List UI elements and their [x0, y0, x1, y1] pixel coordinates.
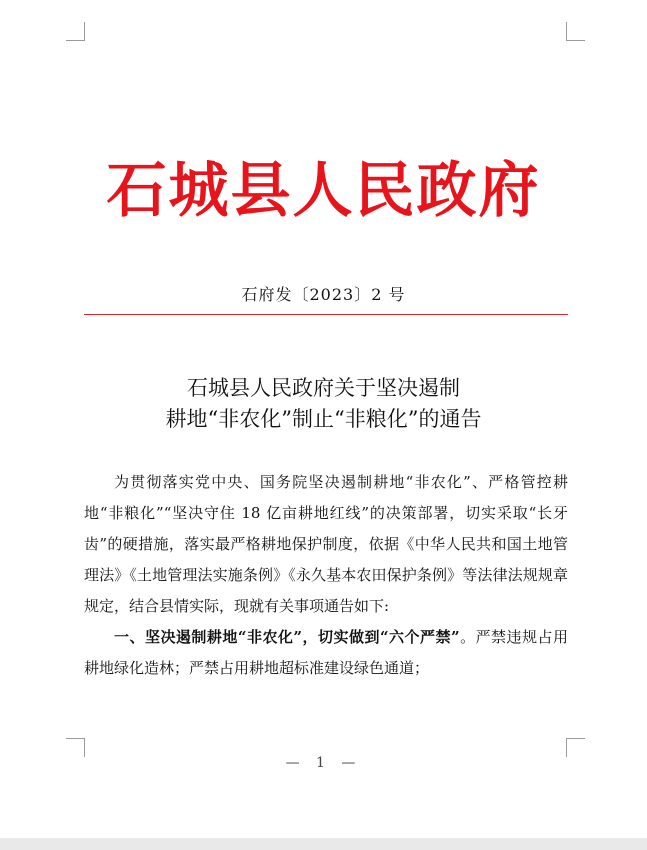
organization-header: 石城县人民政府 [106, 156, 541, 226]
crop-mark-top-left [66, 22, 85, 41]
intro-paragraph: 为贯彻落实党中央、国务院坚决遏制耕地“非农化”、严格管控耕地“非粮化”“坚决守住 18 亿亩耕地红线”的决策部署，切实采取“长牙齿”的硬措施，落实最严格耕地保护制度，依据《中华人民共和国土地管理法》《土地管理法实施条例》《永久基本农田保护条例》等法律法规规章规定，结合县情实际，现就有关事项通告如下: [84, 473, 568, 615]
viewer-bottom-band [0, 838, 647, 850]
document-title [0, 373, 647, 435]
section-1-heading: 一、坚决遏制耕地“非农化”，切实做到“六个严禁” [114, 628, 460, 646]
section-1-paragraph [84, 622, 568, 684]
document-number: 石府发〔2023〕2 号 [241, 285, 406, 304]
document-body [84, 467, 568, 684]
section-1-text: 。严禁违规占用耕地绿化造林；严禁占用耕地超标准建设绿色通道； [84, 628, 568, 677]
crop-mark-top-right [566, 22, 585, 41]
header-red-rule [84, 314, 568, 315]
page-number: — 1 — [285, 755, 362, 771]
title-line-2: 耕地“非农化”制止“非粮化”的通告 [165, 407, 482, 431]
title-line-1: 石城县人民政府关于坚决遏制 [187, 376, 460, 400]
